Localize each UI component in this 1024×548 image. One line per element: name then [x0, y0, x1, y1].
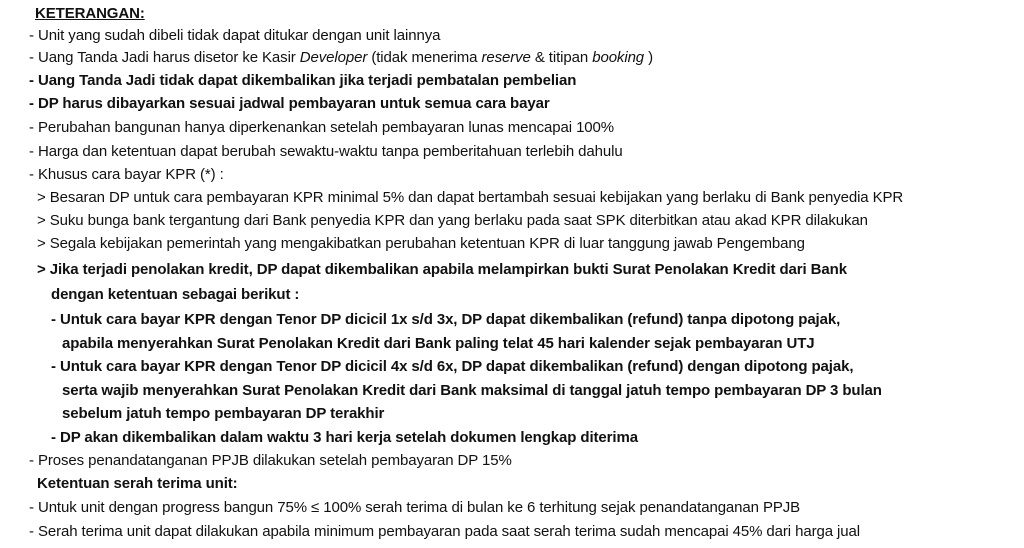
note-building-changes: - Perubahan bangunan hanya diperkenankan setelah pembayaran lunas mencapai 100% [29, 119, 615, 136]
note-kpr-heading: - Khusus cara bayar KPR (*) : [29, 166, 224, 183]
note-utj-deposit-close: ) [644, 49, 654, 66]
handover-heading: Ketentuan serah terima unit: [37, 475, 238, 492]
refund-rule-4x-6x-cont: serta wajib menyerahkan Surat Penolakan Kredit dari Bank maksimal di tanggal jatuh tempo pembayaran DP 3 bulan [62, 382, 882, 399]
refund-rule-4x-6x-cont2: sebelum jatuh tempo pembayaran DP terakhir [62, 405, 385, 422]
note-ppjb-signing: - Proses penandatanganan PPJB dilakukan setelah pembayaran DP 15% [29, 452, 512, 469]
kpr-item-policy: > Segala kebijakan pemerintah yang mengakibatkan perubahan ketentuan KPR di luar tanggung jawab Pengembang [37, 235, 805, 252]
note-utj-deposit-paren: (tidak menerima [367, 49, 482, 66]
note-price-changes: - Harga dan ketentuan dapat berubah sewaktu-waktu tanpa pemberitahuan terlebih dahulu [29, 143, 623, 160]
developer-term: Developer [299, 49, 368, 66]
note-utj-nonrefundable: - Uang Tanda Jadi tidak dapat dikembalikan jika terjadi pembatalan pembelian [29, 72, 577, 89]
kpr-item-credit-rejection-cont: dengan ketentuan sebagai berikut : [51, 286, 300, 303]
booking-term: booking [592, 49, 645, 66]
refund-rule-1x-3x-cont: apabila menyerahkan Surat Penolakan Kredit dari Bank paling telat 45 hari kalender sejak pembayaran UTJ [62, 335, 815, 352]
note-unit-exchange: - Unit yang sudah dibeli tidak dapat ditukar dengan unit lainnya [29, 27, 441, 44]
handover-progress-rule: - Untuk unit dengan progress bangun 75% ≤ 100% serah terima di bulan ke 6 terhitung sejak penandatanganan PPJB [29, 499, 801, 516]
note-utj-deposit [29, 48, 653, 68]
kpr-item-dp-minimum: > Besaran DP untuk cara pembayaran KPR minimal 5% dan dapat bertambah sesuai kebijakan yang berlaku di Bank penyedia KPR [37, 189, 904, 206]
note-utj-deposit-and: & titipan [530, 49, 593, 66]
kpr-item-interest: > Suku bunga bank tergantung dari Bank penyedia KPR dan yang berlaku pada saat SPK diterbitkan atau akad KPR dilakukan [37, 212, 868, 229]
kpr-item-credit-rejection: > Jika terjadi penolakan kredit, DP dapat dikembalikan apabila melampirkan bukti Surat Penolakan Kredit dari Bank [37, 261, 847, 278]
refund-rule-timing: - DP akan dikembalikan dalam waktu 3 hari kerja setelah dokumen lengkap diterima [51, 429, 638, 446]
refund-rule-4x-6x: - Untuk cara bayar KPR dengan Tenor DP dicicil 4x s/d 6x, DP dapat dikembalikan (refund) dengan dipotong pajak, [51, 358, 854, 375]
note-dp-schedule: - DP harus dibayarkan sesuai jadwal pembayaran untuk semua cara bayar [29, 95, 550, 112]
refund-rule-1x-3x: - Untuk cara bayar KPR dengan Tenor DP dicicil 1x s/d 3x, DP dapat dikembalikan (refund) tanpa dipotong pajak, [51, 311, 841, 328]
heading-keterangan: KETERANGAN: [35, 5, 145, 22]
note-utj-deposit-text: - Uang Tanda Jadi harus disetor ke Kasir [29, 49, 300, 66]
handover-payment-rule: - Serah terima unit dapat dilakukan apabila minimum pembayaran pada saat serah terima sudah mencapai 45% dari harga jual [29, 523, 860, 540]
reserve-term: reserve [481, 49, 531, 66]
